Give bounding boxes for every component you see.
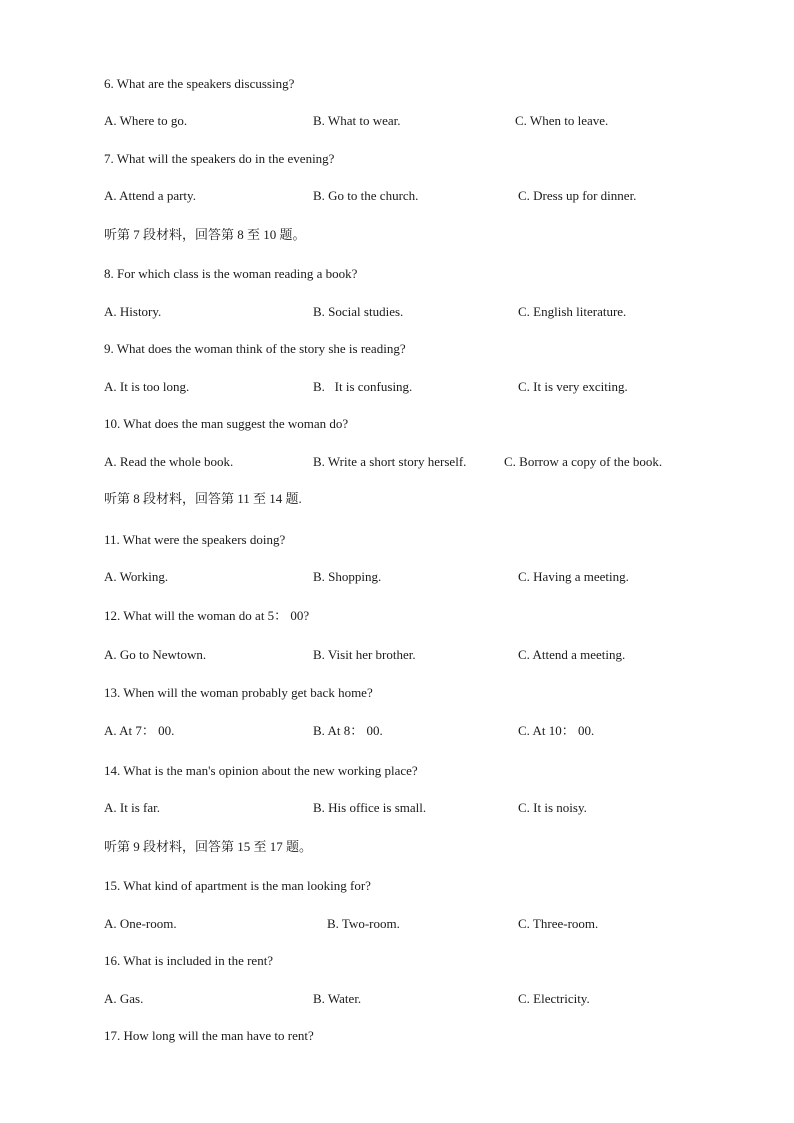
option-c: C. Three-room.	[518, 916, 599, 931]
option-c: C. English literature.	[518, 304, 627, 319]
option-b: B. It is confusing.	[313, 379, 413, 394]
option-c: C. Electricity.	[518, 991, 590, 1006]
option-a: A. Go to Newtown.	[104, 647, 207, 662]
option-a: A. Working.	[104, 569, 169, 584]
option-b: B. Two-room.	[327, 916, 400, 931]
option-a: A. Read the whole book.	[104, 454, 234, 469]
option-b: B. Social studies.	[313, 304, 404, 319]
option-c: C. Having a meeting.	[518, 569, 629, 584]
option-b: B. At 8： 00.	[313, 723, 383, 738]
question-15: 15. What kind of apartment is the man looking for?	[104, 878, 371, 893]
option-c: C. Borrow a copy of the book.	[504, 454, 663, 469]
option-a: A. Attend a party.	[104, 188, 196, 203]
option-a: A. At 7： 00.	[104, 723, 175, 738]
option-c: C. When to leave.	[515, 113, 609, 128]
section-heading-8: 听第 8 段材料，回答第 11 至 14 题.	[104, 491, 302, 506]
option-c: C. At 10： 00.	[518, 723, 595, 738]
option-c: C. Attend a meeting.	[518, 647, 626, 662]
question-7: 7. What will the speakers do in the evening?	[104, 151, 335, 166]
question-8: 8. For which class is the woman reading a book?	[104, 266, 358, 281]
question-6: 6. What are the speakers discussing?	[104, 76, 295, 91]
option-b: B. His office is small.	[313, 800, 427, 815]
option-c: C. Dress up for dinner.	[518, 188, 637, 203]
question-17: 17. How long will the man have to rent?	[104, 1028, 314, 1043]
question-9: 9. What does the woman think of the story she is reading?	[104, 341, 406, 356]
option-b: B. Water.	[313, 991, 362, 1006]
section-heading-7: 听第 7 段材料，回答第 8 至 10 题。	[104, 227, 306, 242]
option-a: A. It is too long.	[104, 379, 190, 394]
question-16: 16. What is included in the rent?	[104, 953, 274, 968]
question-10: 10. What does the man suggest the woman do?	[104, 416, 349, 431]
option-a: A. It is far.	[104, 800, 160, 815]
option-b: B. What to wear.	[313, 113, 401, 128]
option-b: B. Go to the church.	[313, 188, 419, 203]
option-a: A. Gas.	[104, 991, 144, 1006]
option-b: B. Write a short story herself.	[313, 454, 467, 469]
question-11: 11. What were the speakers doing?	[104, 532, 286, 547]
option-b: B. Shopping.	[313, 569, 382, 584]
option-b: B. Visit her brother.	[313, 647, 416, 662]
option-a: A. One-room.	[104, 916, 177, 931]
option-a: A. Where to go.	[104, 113, 188, 128]
option-a: A. History.	[104, 304, 162, 319]
section-heading-9: 听第 9 段材料，回答第 15 至 17 题。	[104, 839, 313, 854]
option-c: C. It is noisy.	[518, 800, 587, 815]
question-13: 13. When will the woman probably get back home?	[104, 685, 373, 700]
option-c: C. It is very exciting.	[518, 379, 628, 394]
question-12: 12. What will the woman do at 5： 00?	[104, 608, 310, 623]
question-14: 14. What is the man's opinion about the new working place?	[104, 763, 418, 778]
